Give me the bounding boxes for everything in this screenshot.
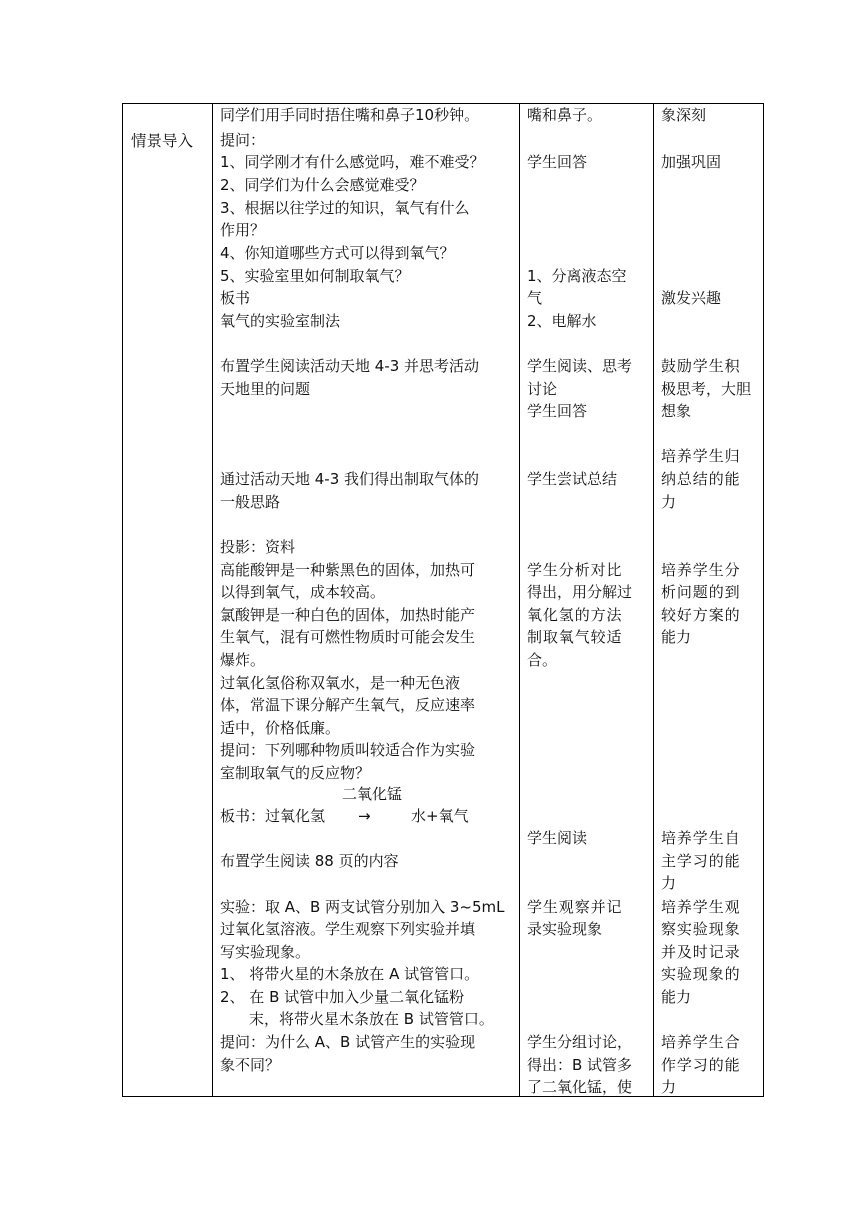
teacher-line: 室制取氧气的反应物？ xyxy=(220,764,371,782)
student-line: 气 xyxy=(527,289,543,307)
intent-line: 较好方案的 xyxy=(661,606,741,624)
intent-line: 力 xyxy=(661,1078,677,1096)
student-line: 讨论 xyxy=(527,380,558,398)
teacher-line: 2、同学们为什么会感觉难受？ xyxy=(220,176,425,194)
teacher-line: 1、 将带火星的木条放在 A 试管管口。 xyxy=(220,965,480,983)
intent-line: 极思考，大胆 xyxy=(661,380,752,398)
teacher-line: 实验：取 A、B 两支试管分别加入 3~5mL xyxy=(220,898,505,916)
intent-line: 培养学生归 xyxy=(661,447,741,465)
teacher-line: 一般思路 xyxy=(220,493,281,511)
student-line: 2、电解水 xyxy=(527,312,597,330)
intent-line: 加强巩固 xyxy=(661,153,722,171)
intent-line: 力 xyxy=(661,874,677,892)
intent-line: 培养学生自 xyxy=(661,829,741,847)
column-divider xyxy=(519,104,520,1096)
teacher-line: 通过活动天地 4-3 我们得出制取气体的 xyxy=(220,470,480,488)
intent-line: 培养学生合 xyxy=(661,1033,741,1051)
intent-line: 想象 xyxy=(661,402,692,420)
equation-reactant: 板书：过氧化氢 xyxy=(220,807,326,825)
teacher-line: 体，常温下课分解产生氧气，反应速率 xyxy=(220,696,476,714)
intent-line: 主学习的能 xyxy=(661,852,741,870)
student-line: 氧化氢的方法 xyxy=(527,606,623,624)
lesson-plan-table xyxy=(122,103,764,1097)
student-line: 学生阅读、思考 xyxy=(527,357,633,375)
student-line: 合。 xyxy=(527,651,558,669)
column-divider xyxy=(653,104,654,1096)
intent-line: 实验现象的 xyxy=(661,965,741,983)
teacher-line: 作用？ xyxy=(220,221,266,239)
column-divider xyxy=(212,104,213,1096)
teacher-line: 布置学生阅读 88 页的内容 xyxy=(220,852,399,870)
intent-line: 析问题的到 xyxy=(661,583,741,601)
student-line: 学生尝试总结 xyxy=(527,470,618,488)
student-line: 得出，用分解过 xyxy=(527,583,633,601)
teacher-line: 1、同学刚才有什么感觉吗，难不难受？ xyxy=(220,153,485,171)
student-line: 嘴和鼻子。 xyxy=(527,106,603,124)
teacher-line: 4、你知道哪些方式可以得到氧气？ xyxy=(220,244,455,262)
stage-label: 情景导入 xyxy=(131,132,194,150)
student-line: 学生回答 xyxy=(527,153,588,171)
student-line: 得出：B 试管多 xyxy=(527,1056,633,1074)
teacher-line: 过氧化氢溶液。学生观察下列实验并填 xyxy=(220,920,476,938)
student-line: 学生回答 xyxy=(527,402,588,420)
intent-line: 鼓励学生积 xyxy=(661,357,741,375)
intent-line: 力 xyxy=(661,493,677,511)
student-line: 1、分离液态空 xyxy=(527,267,627,285)
teacher-line: 适中，价格低廉。 xyxy=(220,719,341,737)
intent-line: 察实验现象 xyxy=(661,920,741,938)
teacher-line: 过氧化氢俗称双氧水，是一种无色液 xyxy=(220,674,461,692)
teacher-line: 生氧气，混有可燃性物质时可能会发生 xyxy=(220,628,476,646)
teacher-line: 高能酸钾是一种紫黑色的固体，加热可 xyxy=(220,561,476,579)
intent-line: 纳总结的能 xyxy=(661,470,741,488)
student-line: 了二氧化锰，使 xyxy=(527,1078,633,1096)
teacher-line: 氧气的实验室制法 xyxy=(220,312,341,330)
intent-line: 激发兴趣 xyxy=(661,289,722,307)
student-line: 学生观察并记 xyxy=(527,898,623,916)
student-line: 录实验现象 xyxy=(527,920,603,938)
intent-line: 作学习的能 xyxy=(661,1056,741,1074)
teacher-line: 天地里的问题 xyxy=(220,380,311,398)
teacher-line: 氯酸钾是一种白色的固体，加热时能产 xyxy=(220,606,476,624)
equation-products: 水+氧气 xyxy=(411,807,469,825)
teacher-line: 提问：下列哪种物质叫较适合作为实验 xyxy=(220,741,476,759)
intent-line: 培养学生分 xyxy=(661,561,741,579)
student-line: 学生分析对比 xyxy=(527,561,623,579)
catalyst-label: 二氧化锰 xyxy=(342,785,403,803)
student-line: 制取氧气较适 xyxy=(527,628,623,646)
teacher-line: 2、 在 B 试管中加入少量二氧化锰粉 xyxy=(220,988,465,1006)
teacher-line: 5、实验室里如何制取氧气？ xyxy=(220,267,410,285)
equation-arrow: → xyxy=(358,807,371,825)
teacher-line: 写实验现象。 xyxy=(220,943,311,961)
teacher-line: 象不同？ xyxy=(220,1056,281,1074)
teacher-line: 板书 xyxy=(220,289,251,307)
intent-line: 象深刻 xyxy=(661,106,707,124)
student-line: 学生分组讨论， xyxy=(527,1033,633,1051)
teacher-line: 投影：资料 xyxy=(220,538,296,556)
student-line: 学生阅读 xyxy=(527,829,588,847)
teacher-line: 3、根据以往学过的知识，氧气有什么 xyxy=(220,199,470,217)
intent-line: 能力 xyxy=(661,628,692,646)
intent-line: 培养学生观 xyxy=(661,898,741,916)
teacher-line: 提问： xyxy=(220,131,266,149)
intent-line: 能力 xyxy=(661,988,692,1006)
teacher-line: 提问：为什么 A、B 试管产生的实验现 xyxy=(220,1033,476,1051)
teacher-line: 同学们用手同时捂住嘴和鼻子10秒钟。 xyxy=(220,106,480,124)
teacher-line: 布置学生阅读活动天地 4-3 并思考活动 xyxy=(220,357,480,375)
teacher-line: 以得到氧气，成本较高。 xyxy=(220,583,386,601)
teacher-line: 末，将带火星木条放在 B 试管管口。 xyxy=(249,1010,494,1028)
intent-line: 并及时记录 xyxy=(661,943,741,961)
teacher-line: 爆炸。 xyxy=(220,651,266,669)
